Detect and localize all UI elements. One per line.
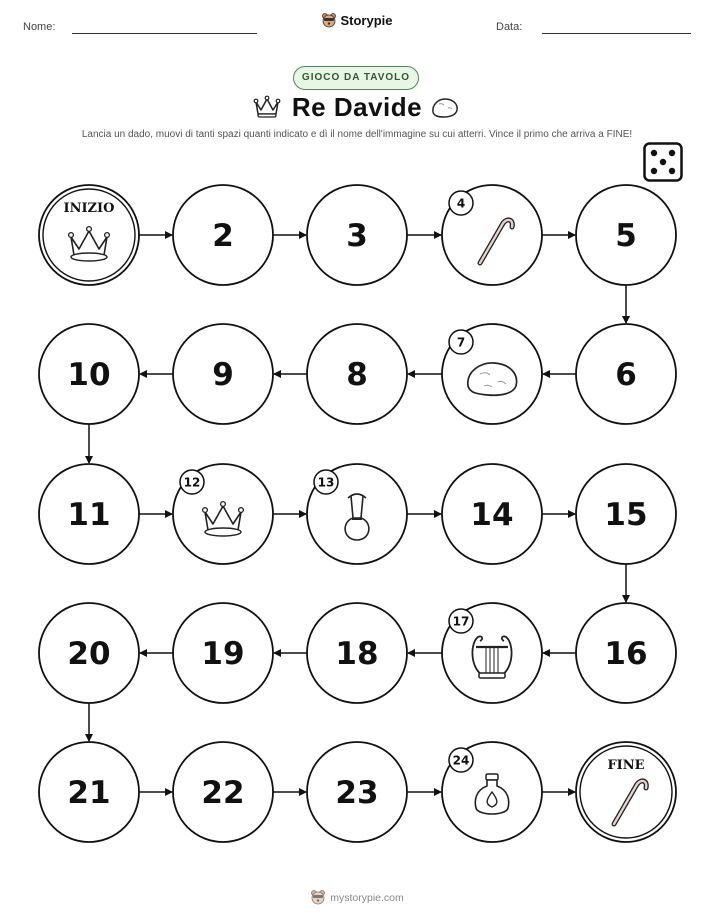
- space-number: 10: [67, 357, 111, 393]
- game-type-badge: GIOCO DA TAVOLO: [293, 66, 419, 90]
- space-number: 11: [67, 497, 111, 533]
- board-space: [442, 742, 542, 842]
- space-number: 19: [201, 636, 245, 672]
- space-number-badge: [314, 470, 338, 494]
- board-space: [307, 603, 407, 703]
- board-space: [173, 185, 273, 285]
- finish-space: [576, 742, 676, 842]
- footer: [0, 889, 714, 908]
- space-number: 12: [183, 475, 201, 490]
- name-label: Nome:: [23, 21, 56, 33]
- space-number: 23: [335, 775, 379, 811]
- instructions: Lancia un dado, muovi di tanti spazi quanti indicato e dì il nome dell'immagine su cui atterri. Vince il primo che arriva a FINE!: [81, 129, 633, 140]
- space-number: 21: [67, 775, 111, 811]
- board-space: [39, 742, 139, 842]
- board-space: [576, 603, 676, 703]
- space-number: 16: [604, 636, 648, 672]
- brand-name: Storypie: [340, 13, 393, 28]
- space-number-badge: [449, 748, 473, 772]
- page-title: Re Davide: [291, 92, 423, 122]
- space-number: 7: [456, 335, 466, 350]
- space-number: 9: [212, 357, 234, 393]
- space-number: 18: [335, 636, 379, 672]
- space-number: 2: [212, 218, 234, 254]
- space-number: 8: [346, 357, 368, 393]
- board-space: [442, 185, 542, 285]
- space-label: INIZIO: [63, 201, 115, 216]
- footer-url: mystorypie.com: [330, 892, 404, 904]
- space-number: 15: [604, 497, 648, 533]
- space-number-badge: [449, 191, 473, 215]
- board-space: [576, 464, 676, 564]
- board-space: [442, 324, 542, 424]
- board-space: [173, 464, 273, 564]
- space-number: 22: [201, 775, 245, 811]
- space-number: 24: [452, 753, 470, 768]
- bear-logo-icon: [310, 889, 326, 908]
- board-space: [39, 464, 139, 564]
- start-space: [39, 185, 139, 285]
- stone-icon: [468, 363, 517, 395]
- space-number-badge: [449, 609, 473, 633]
- board-space: [39, 324, 139, 424]
- board-space: [173, 324, 273, 424]
- space-number-badge: [449, 330, 473, 354]
- space-number: 6: [615, 357, 637, 393]
- space-number: 20: [67, 636, 111, 672]
- board-space: [173, 603, 273, 703]
- space-number: 3: [346, 218, 368, 254]
- space-number: 5: [615, 218, 637, 254]
- board-space: [307, 742, 407, 842]
- board-space: [307, 185, 407, 285]
- board-space: [307, 464, 407, 564]
- board-spaces: [39, 185, 676, 842]
- space-label: FINE: [607, 758, 645, 773]
- board-space: [576, 185, 676, 285]
- space-number: 14: [470, 497, 514, 533]
- board-space: [307, 324, 407, 424]
- space-number: 17: [452, 614, 470, 629]
- board-space: [442, 464, 542, 564]
- board-space: [39, 603, 139, 703]
- space-number: 13: [317, 475, 335, 490]
- board-space: [576, 324, 676, 424]
- board-space: [442, 603, 542, 703]
- space-number: 4: [456, 196, 466, 211]
- board-space: [173, 742, 273, 842]
- space-number-badge: [180, 470, 204, 494]
- date-label: Data:: [496, 21, 523, 33]
